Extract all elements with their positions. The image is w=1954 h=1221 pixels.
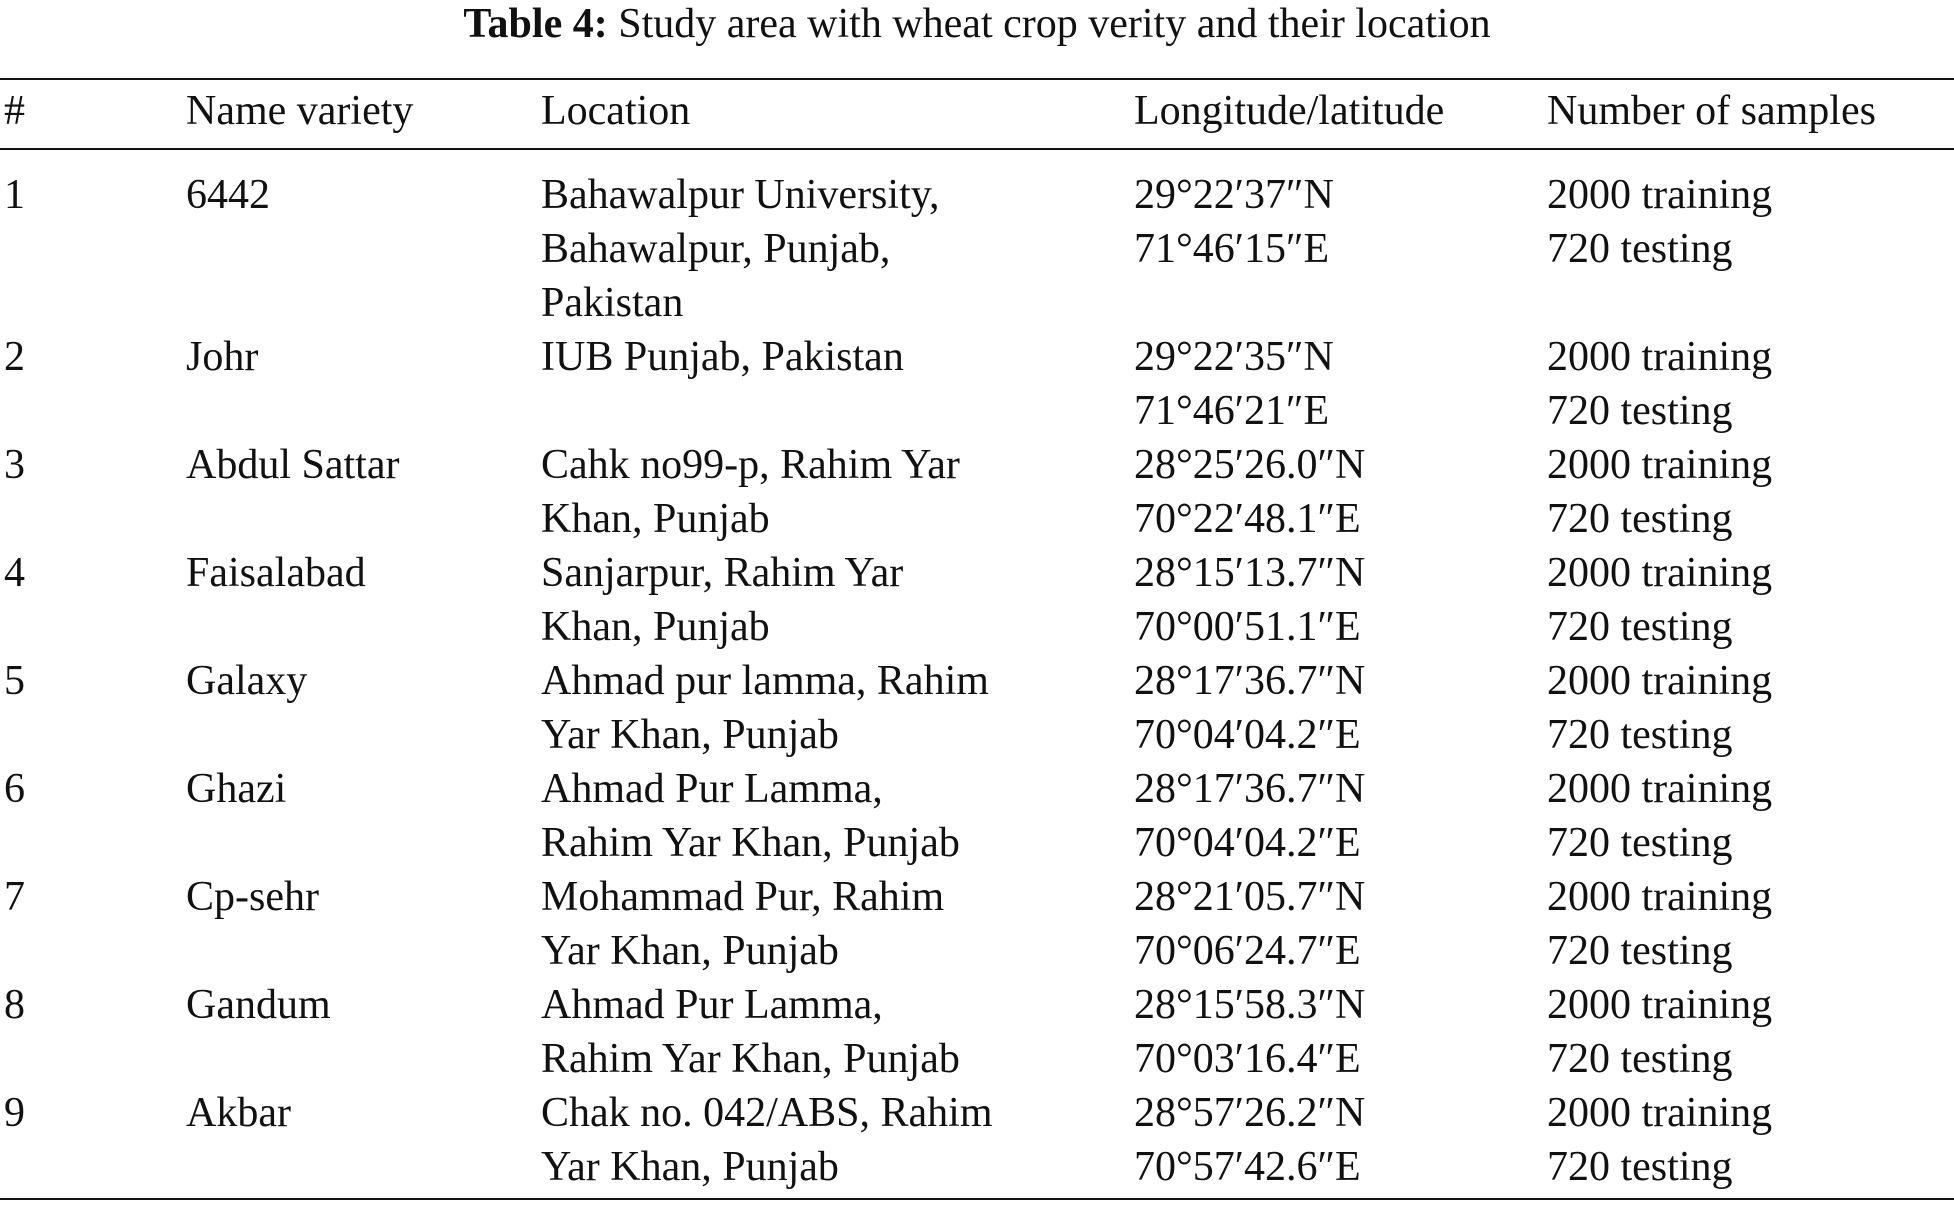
row-number: 5 <box>4 658 25 704</box>
header-row <box>0 79 1954 149</box>
coordinate-line: 28°57′26.2″N <box>1134 1090 1366 1136</box>
table-row <box>0 978 1954 1086</box>
coordinate-line: 28°25′26.0″N <box>1134 442 1366 488</box>
samples-line: 720 testing <box>1547 226 1733 272</box>
cell-name-variety <box>186 149 541 330</box>
cell-samples <box>1547 330 1954 438</box>
table-row <box>0 654 1954 762</box>
cell-location <box>541 149 1134 330</box>
samples-line: 2000 training <box>1547 766 1773 812</box>
coordinate-line: 71°46′21″E <box>1134 388 1330 434</box>
table-row <box>0 870 1954 978</box>
table-row <box>0 149 1954 330</box>
cell-samples <box>1547 870 1954 978</box>
variety-name: Abdul Sattar <box>186 442 400 488</box>
wheat-variety-table <box>0 78 1954 1200</box>
variety-name: Galaxy <box>186 658 308 704</box>
location-line: Cahk no99-p, Rahim Yar <box>541 442 960 488</box>
cell-location <box>541 330 1134 438</box>
location-line: Khan, Punjab <box>541 604 770 650</box>
location-line: Ahmad Pur Lamma, <box>541 766 883 812</box>
location-line: Yar Khan, Punjab <box>541 928 839 974</box>
cell-samples <box>1547 546 1954 654</box>
caption-text: Study area with wheat crop verity and their location <box>618 1 1491 47</box>
samples-line: 720 testing <box>1547 712 1733 758</box>
cell-number <box>0 330 186 438</box>
table-row <box>0 1086 1954 1199</box>
samples-line: 2000 training <box>1547 334 1773 380</box>
cell-location <box>541 438 1134 546</box>
row-number: 8 <box>4 982 25 1028</box>
table-row <box>0 438 1954 546</box>
variety-name: 6442 <box>186 172 270 218</box>
location-line: Yar Khan, Punjab <box>541 1144 839 1190</box>
coordinate-line: 70°04′04.2″E <box>1134 712 1361 758</box>
coordinate-line: 70°57′42.6″E <box>1134 1144 1361 1190</box>
samples-line: 720 testing <box>1547 928 1733 974</box>
cell-samples <box>1547 654 1954 762</box>
samples-line: 2000 training <box>1547 1090 1773 1136</box>
samples-line: 2000 training <box>1547 550 1773 596</box>
location-line: Rahim Yar Khan, Punjab <box>541 820 960 866</box>
coordinate-line: 70°00′51.1″E <box>1134 604 1361 650</box>
location-line: Mohammad Pur, Rahim <box>541 874 945 920</box>
table-body <box>0 149 1954 1199</box>
coordinate-line: 29°22′37″N <box>1134 172 1334 218</box>
cell-number <box>0 654 186 762</box>
coordinate-line: 71°46′15″E <box>1134 226 1330 272</box>
variety-name: Ghazi <box>186 766 287 812</box>
cell-coordinates <box>1134 870 1547 978</box>
cell-number <box>0 546 186 654</box>
cell-location <box>541 1086 1134 1199</box>
cell-location <box>541 546 1134 654</box>
cell-coordinates <box>1134 149 1547 330</box>
variety-name: Gandum <box>186 982 331 1028</box>
coordinate-line: 28°15′58.3″N <box>1134 982 1366 1028</box>
cell-name-variety <box>186 330 541 438</box>
row-number: 3 <box>4 442 25 488</box>
row-number: 6 <box>4 766 25 812</box>
cell-location <box>541 762 1134 870</box>
variety-name: Johr <box>186 334 259 380</box>
coordinate-line: 70°04′04.2″E <box>1134 820 1361 866</box>
header-location: Location <box>541 88 691 134</box>
cell-samples <box>1547 149 1954 330</box>
location-line: Ahmad Pur Lamma, <box>541 982 883 1028</box>
cell-number <box>0 978 186 1086</box>
location-line: Chak no. 042/ABS, Rahim <box>541 1090 993 1136</box>
cell-name-variety <box>186 654 541 762</box>
coordinate-line: 70°06′24.7″E <box>1134 928 1361 974</box>
cell-coordinates <box>1134 654 1547 762</box>
cell-location <box>541 978 1134 1086</box>
header-longitude-latitude: Longitude/latitude <box>1134 88 1445 134</box>
row-number: 7 <box>4 874 25 920</box>
samples-line: 720 testing <box>1547 1144 1733 1190</box>
table-row <box>0 546 1954 654</box>
location-line: Khan, Punjab <box>541 496 770 542</box>
row-number: 9 <box>4 1090 25 1136</box>
samples-line: 720 testing <box>1547 388 1733 434</box>
coordinate-line: 70°22′48.1″E <box>1134 496 1361 542</box>
cell-name-variety <box>186 978 541 1086</box>
cell-coordinates <box>1134 546 1547 654</box>
variety-name: Cp-sehr <box>186 874 319 920</box>
samples-line: 2000 training <box>1547 874 1773 920</box>
cell-coordinates <box>1134 330 1547 438</box>
cell-name-variety <box>186 546 541 654</box>
cell-samples <box>1547 762 1954 870</box>
coordinate-line: 28°17′36.7″N <box>1134 766 1366 812</box>
samples-line: 2000 training <box>1547 172 1773 218</box>
location-line: Pakistan <box>541 280 684 326</box>
cell-location <box>541 870 1134 978</box>
header-number: # <box>4 88 25 134</box>
variety-name: Akbar <box>186 1090 291 1136</box>
cell-name-variety <box>186 870 541 978</box>
cell-number <box>0 870 186 978</box>
location-line: Ahmad pur lamma, Rahim <box>541 658 989 704</box>
coordinate-line: 28°21′05.7″N <box>1134 874 1366 920</box>
table-row <box>0 762 1954 870</box>
samples-line: 2000 training <box>1547 442 1773 488</box>
cell-coordinates <box>1134 1086 1547 1199</box>
table-row <box>0 330 1954 438</box>
samples-line: 720 testing <box>1547 496 1733 542</box>
cell-name-variety <box>186 762 541 870</box>
table-caption <box>0 0 1954 48</box>
samples-line: 2000 training <box>1547 982 1773 1028</box>
row-number: 2 <box>4 334 25 380</box>
location-line: Bahawalpur University, <box>541 172 940 218</box>
row-number: 1 <box>4 172 25 218</box>
row-number: 4 <box>4 550 25 596</box>
coordinate-line: 70°03′16.4″E <box>1134 1036 1361 1082</box>
coordinate-line: 28°15′13.7″N <box>1134 550 1366 596</box>
cell-coordinates <box>1134 978 1547 1086</box>
header-name-variety: Name variety <box>186 88 414 134</box>
location-line: IUB Punjab, Pakistan <box>541 334 904 380</box>
samples-line: 2000 training <box>1547 658 1773 704</box>
samples-line: 720 testing <box>1547 820 1733 866</box>
samples-line: 720 testing <box>1547 604 1733 650</box>
cell-number <box>0 1086 186 1199</box>
cell-coordinates <box>1134 762 1547 870</box>
cell-coordinates <box>1134 438 1547 546</box>
location-line: Sanjarpur, Rahim Yar <box>541 550 904 596</box>
cell-number <box>0 149 186 330</box>
coordinate-line: 29°22′35″N <box>1134 334 1334 380</box>
variety-name: Faisalabad <box>186 550 366 596</box>
cell-number <box>0 438 186 546</box>
cell-number <box>0 762 186 870</box>
cell-name-variety <box>186 1086 541 1199</box>
location-line: Yar Khan, Punjab <box>541 712 839 758</box>
coordinate-line: 28°17′36.7″N <box>1134 658 1366 704</box>
caption-label: Table 4: <box>463 1 608 47</box>
location-line: Bahawalpur, Punjab, <box>541 226 891 272</box>
cell-samples <box>1547 438 1954 546</box>
cell-samples <box>1547 1086 1954 1199</box>
samples-line: 720 testing <box>1547 1036 1733 1082</box>
cell-name-variety <box>186 438 541 546</box>
table-header <box>0 79 1954 149</box>
location-line: Rahim Yar Khan, Punjab <box>541 1036 960 1082</box>
header-number-of-samples: Number of samples <box>1547 88 1876 134</box>
cell-samples <box>1547 978 1954 1086</box>
cell-location <box>541 654 1134 762</box>
